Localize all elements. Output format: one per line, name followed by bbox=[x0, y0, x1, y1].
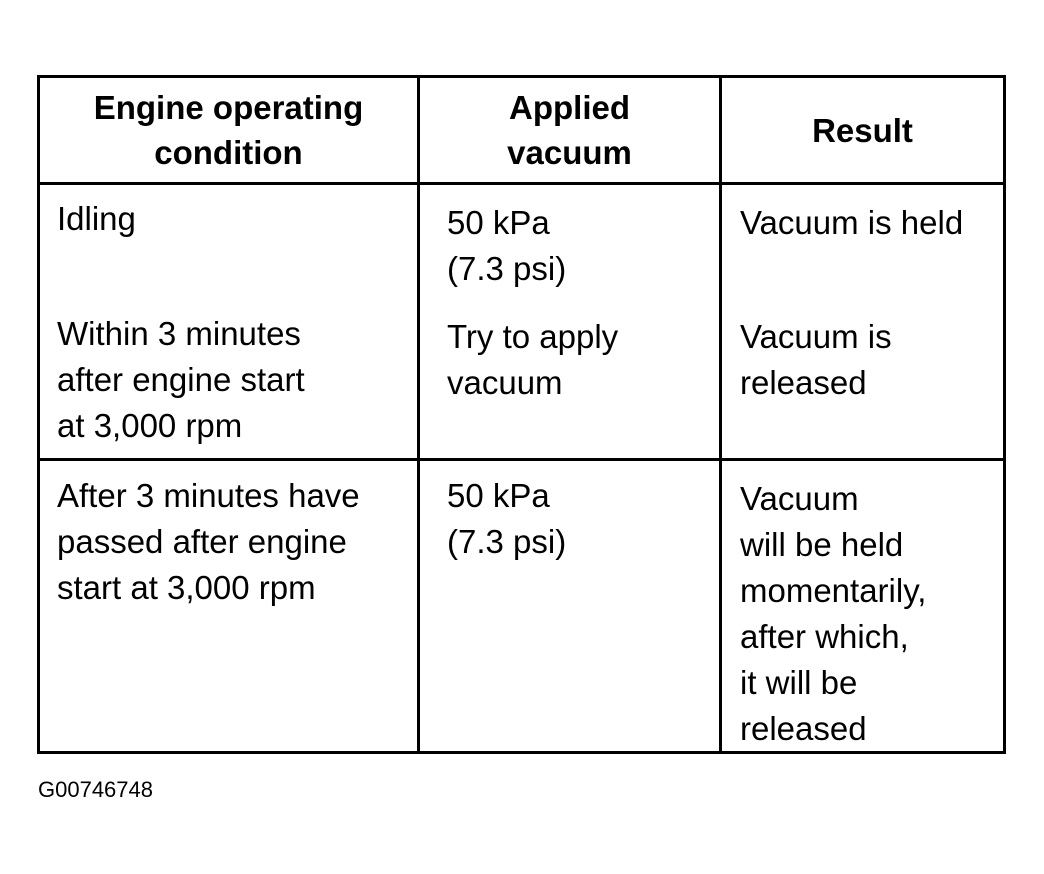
row2-result-after-3-min: Vacuum will be held momentarily, after which, it will be released bbox=[740, 480, 927, 747]
header-result: Result bbox=[812, 111, 913, 149]
vacuum-test-table bbox=[37, 75, 1006, 754]
row2-condition-after-3-min: After 3 minutes have passed after engine start at 3,000 rpm bbox=[57, 477, 360, 606]
row1-result-idling: Vacuum is held bbox=[740, 204, 964, 241]
row1-result-within-3-min: Vacuum is released bbox=[740, 318, 892, 401]
row-divider bbox=[40, 458, 1003, 461]
row1-vacuum-idling: 50 kPa (7.3 psi) bbox=[447, 204, 567, 287]
row1-vacuum-within-3-min: Try to apply vacuum bbox=[447, 318, 619, 401]
header-applied-vacuum: Applied vacuum bbox=[507, 89, 632, 171]
row2-vacuum-after-3-min: 50 kPa (7.3 psi) bbox=[447, 477, 567, 560]
header-engine-operating-condition: Engine operating condition bbox=[93, 89, 364, 171]
row1-condition-idling: Idling bbox=[57, 200, 136, 237]
row1-condition-within-3-min: Within 3 minutes after engine start at 3,000 rpm bbox=[57, 315, 305, 444]
figure-id-caption: G00746748 bbox=[38, 777, 153, 802]
header-divider bbox=[40, 182, 1003, 185]
